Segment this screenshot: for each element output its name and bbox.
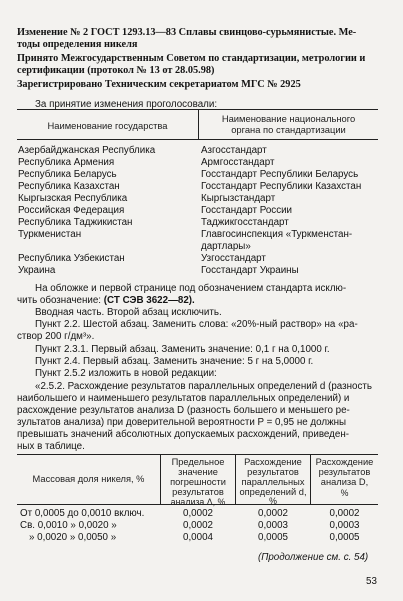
paragraph-2-5-2-l1: «2.5.2. Расхождение результатов параллельных определений d (разность — [35, 381, 372, 392]
results-col2-header-l1: Предельное — [171, 457, 225, 467]
state-name: Республика Армения — [18, 157, 115, 168]
analysis-error-value: 0,0002 — [183, 520, 213, 531]
standards-body: Армгосстандарт — [201, 157, 275, 168]
analysis-divergence-value: 0,0005 — [329, 532, 360, 543]
analysis-divergence-value: 0,0002 — [329, 508, 360, 519]
standards-body: Госстандарт Республики Казахстан — [201, 181, 362, 192]
paragraph-2-5-2-l2: наибольшего и наименьшего результатов параллельных определений) и — [17, 393, 350, 404]
results-col2-header-l3: погрешности — [170, 477, 226, 487]
state-name: Республика Узбекистан — [18, 253, 125, 264]
paragraph-2-5-2-l6: ных в таблице. — [17, 441, 85, 452]
results-col3-header-l3: параллельных — [241, 477, 305, 487]
parallel-divergence-value: 0,0005 — [258, 532, 288, 543]
page-number: 53 — [366, 576, 377, 587]
results-col2-header-l2: значение — [178, 467, 218, 477]
results-col3-header-l1: Расхождение — [244, 457, 302, 467]
standards-body: Узгосстандарт — [201, 253, 266, 264]
results-col2-header-l5: анализа Δ, % — [170, 497, 226, 507]
registration-line: Зарегистрировано Техническим секретариатом МГС № 2925 — [17, 79, 301, 90]
sev-designation: (СТ СЭВ 3622—82). — [103, 295, 195, 306]
analysis-error-value: 0,0004 — [183, 532, 213, 543]
results-col3-header-l5: % — [269, 496, 277, 506]
standards-body: Азгосстандарт — [201, 145, 267, 156]
continuation-note: (Продолжение см. с. 54) — [258, 552, 369, 563]
results-col3-header-l2: результатов — [247, 467, 299, 477]
state-name: Украина — [18, 265, 56, 276]
state-name: Туркменистан — [18, 229, 82, 240]
paragraph-2-5-2-l5: превышать значений абсолютных допускаемых расхождений, приведен- — [17, 429, 350, 440]
results-col1-header: Массовая доля никеля, % — [32, 474, 145, 484]
paragraph-intro: Вводная часть. Второй абзац исключить. — [35, 307, 222, 318]
results-col4-header-l2: результатов — [318, 467, 371, 477]
standards-body: Госстандарт Украины — [201, 265, 299, 276]
results-col2-header-l4: результатов — [172, 487, 224, 497]
state-name: Кыргызская Республика — [18, 193, 128, 204]
results-table-top-rule — [17, 454, 378, 455]
paragraph-cover-l1: На обложке и первой странице под обозначением стандарта исклю- — [35, 283, 347, 294]
states-col2-header-l2: органа по стандартизации — [231, 124, 346, 135]
results-col4-header-l1: Расхождение — [315, 457, 374, 467]
analysis-error-value: 0,0002 — [183, 508, 213, 519]
states-col1-header: Наименование государства — [47, 120, 168, 131]
state-name: Республика Таджикистан — [18, 217, 133, 228]
analysis-divergence-value: 0,0003 — [329, 520, 360, 531]
standards-body: Таджикгосстандарт — [201, 217, 289, 228]
paragraph-item-2-5-2: Пункт 2.5.2 изложить в новой редакции: — [35, 368, 217, 379]
paragraph-item-2-4: Пункт 2.4. Первый абзац. Заменить значение: 5 г на 5,0000 г. — [35, 356, 314, 367]
standards-body: Главгосинспекция «Туркменстан- — [201, 229, 353, 240]
paragraph-cover-l2 — [17, 295, 195, 307]
parallel-divergence-value: 0,0003 — [258, 520, 288, 531]
paragraph-item-2-2-l2: створ 200 г/дм³». — [17, 331, 95, 342]
paragraph-item-2-3-1: Пункт 2.3.1. Первый абзац. Заменить значение: 0,1 г на 0,1000 г. — [35, 344, 330, 355]
standards-body: Госстандарт Республики Беларусь — [201, 169, 359, 180]
state-name: Республика Казахстан — [18, 181, 120, 192]
adoption-line-1: Принято Межгосударственным Советом по стандартизации, метрологии и — [17, 53, 366, 64]
standards-body-continuation: дартлары» — [201, 241, 251, 252]
paragraph-cover-l2-text: чить обозначение: — [17, 295, 104, 306]
states-col2-header-l1: Наименование национального — [221, 113, 356, 124]
standards-body: Госстандарт России — [201, 205, 293, 216]
amendment-title-line-1: Изменение № 2 ГОСТ 1293.13—83 Сплавы свинцово-сурьмянистые. Ме- — [17, 27, 357, 38]
parallel-divergence-value: 0,0002 — [258, 508, 288, 519]
amendment-title-line-2: тоды определения никеля — [17, 39, 138, 50]
nickel-range: » 0,0020 » 0,0050 » — [29, 532, 117, 543]
paragraph-2-5-2-l4: зультатов анализа) при доверительной вероятности P = 0,95 не должны — [17, 417, 347, 428]
paragraph-item-2-2-l1: Пункт 2.2. Шестой абзац. Заменить слова: «20%-ный раствор» на «ра- — [35, 319, 358, 330]
results-col4-header-l3: анализа D, — [320, 477, 369, 487]
vote-intro: За принятие изменения проголосовали: — [35, 99, 218, 110]
nickel-range: От 0,0005 до 0,0010 включ. — [20, 508, 145, 519]
state-name: Российская Федерация — [18, 205, 125, 216]
paragraph-2-5-2-l3: расхождение результатов анализа D (разность большего и меньшего ре- — [17, 405, 350, 416]
nickel-range: Св. 0,0010 » 0,0020 » — [20, 520, 117, 531]
adoption-line-2: сертификации (протокол № 13 от 28.05.98) — [17, 65, 215, 76]
states-table-header-rule — [17, 139, 378, 140]
results-col4-header-l4: % — [340, 488, 349, 498]
standards-body: Кыргызстандарт — [201, 193, 276, 204]
state-name: Республика Беларусь — [18, 169, 117, 180]
state-name: Азербайджанская Республика — [18, 145, 156, 156]
results-col3-header-l4: определений d, — [239, 487, 307, 497]
